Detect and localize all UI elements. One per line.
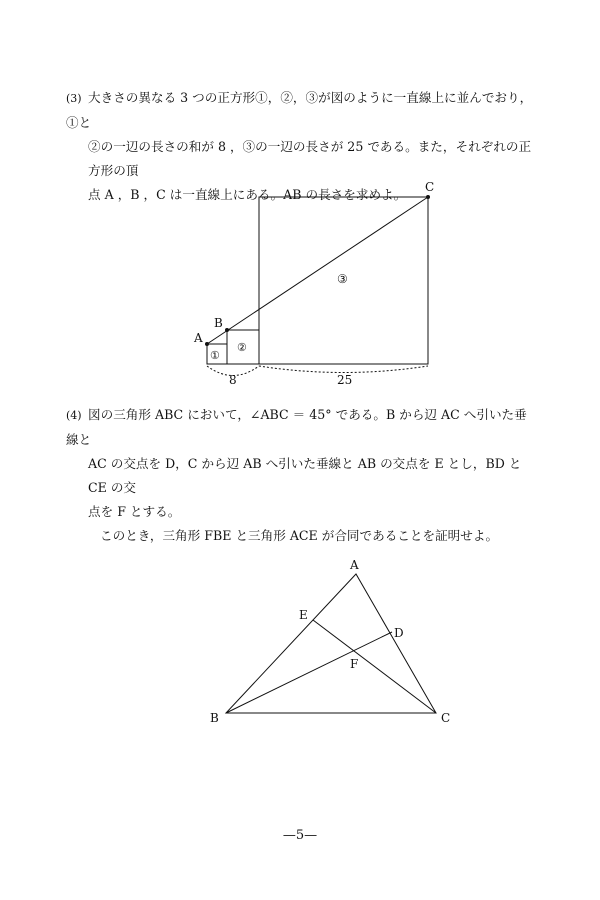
label-a: A [194, 331, 203, 345]
problem4-text [66, 403, 536, 548]
label-b-tri: B [210, 711, 219, 725]
label-e: E [299, 608, 308, 622]
dim-label-25: 25 [337, 373, 353, 387]
segment-ce [313, 620, 436, 713]
label-b: B [214, 316, 223, 330]
problem4-line4: このとき，三角形 FBE と三角形 ACE が合同であることを証明せよ。 [100, 528, 499, 543]
problem3-line1: 大きさの異なる 3 つの正方形①，②，③が図のように一直線上に並んでおり，①と [66, 90, 533, 130]
page-number: —5— [282, 828, 318, 843]
point-c [426, 195, 430, 199]
problem4-figure [226, 574, 436, 713]
segment-bd [226, 632, 392, 713]
label-c-tri: C [441, 711, 451, 725]
problem4-line3: 点を F とする。 [88, 504, 181, 519]
label-a-tri: A [350, 558, 359, 572]
point-b [225, 328, 229, 332]
dim-arc-25 [259, 366, 428, 373]
problem4-line2: AC の交点を D，C から辺 AB へ引いた垂線と AB の交点を E とし，BD と CE の交 [88, 456, 522, 495]
line-abc [207, 197, 428, 344]
problem3-line3: 点 A ，B ，C は一直線上にある。AB の長さを求めよ。 [88, 187, 407, 202]
label-f: F [350, 657, 359, 671]
problem3-line2: ②の一辺の長さの和が 8 ，③の一辺の長さが 25 である。また，それぞれの正方形の頂 [88, 139, 532, 178]
square-3-label: ③ [337, 272, 348, 286]
problem3-number: (3) [66, 92, 82, 105]
dim-label-8: 8 [229, 373, 237, 387]
problem4-line1: 図の三角形 ABC において，∠ABC ＝ 45° である。B から辺 AC へ引いた垂線と [66, 407, 527, 447]
label-d: D [394, 626, 404, 640]
label-c: C [425, 180, 435, 194]
square-2-label: ② [237, 341, 247, 354]
triangle-abc [226, 574, 436, 713]
point-a [205, 342, 209, 346]
problem4-number: (4) [66, 409, 82, 422]
square-1-label: ① [210, 349, 220, 362]
